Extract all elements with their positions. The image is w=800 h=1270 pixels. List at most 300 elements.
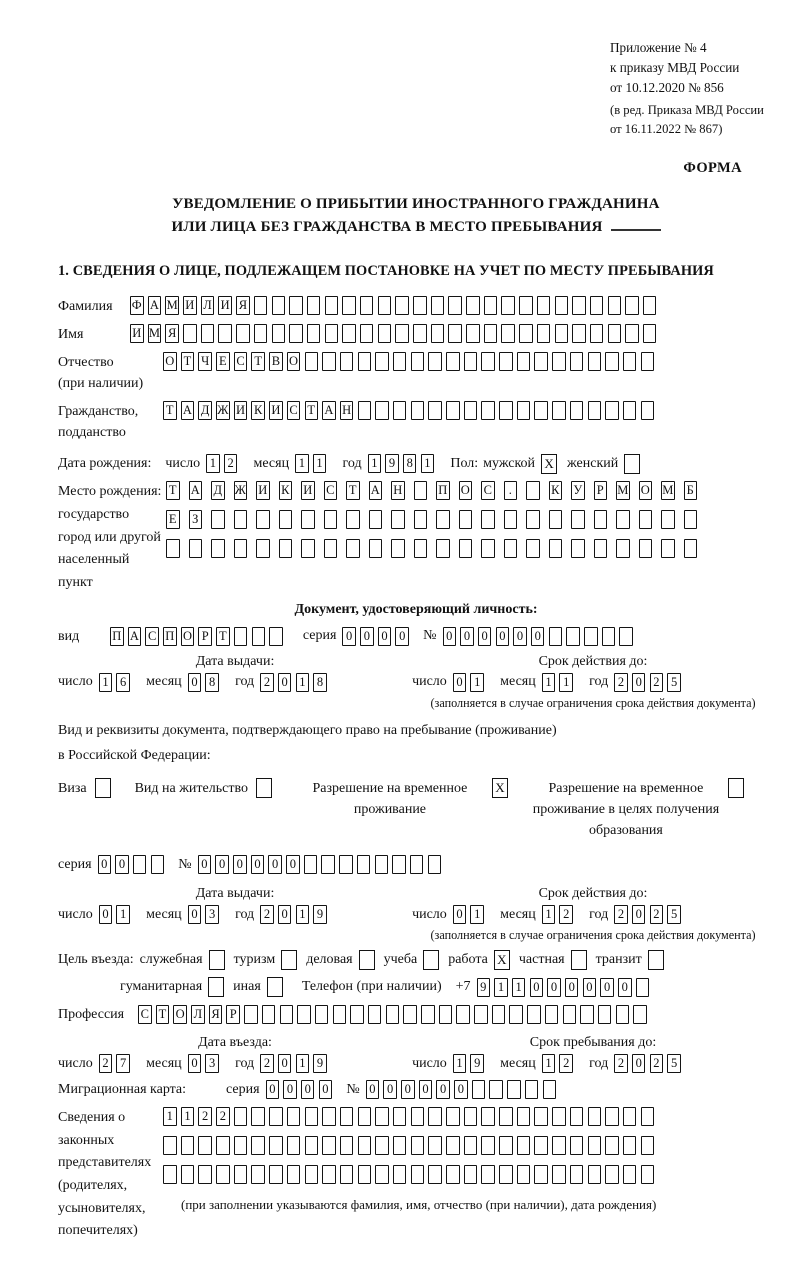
gender-male-checkbox[interactable]: X bbox=[541, 454, 557, 474]
char-cell[interactable]: 9 bbox=[470, 1054, 484, 1073]
char-cell[interactable] bbox=[594, 510, 608, 529]
char-cell[interactable] bbox=[519, 324, 533, 343]
char-cell[interactable] bbox=[413, 296, 427, 315]
char-cell[interactable] bbox=[616, 1005, 630, 1024]
char-cell[interactable] bbox=[481, 539, 495, 558]
char-cell[interactable]: 1 bbox=[296, 905, 310, 924]
char-cell[interactable] bbox=[552, 352, 566, 371]
char-cell[interactable] bbox=[301, 510, 315, 529]
char-cell[interactable]: 0 bbox=[366, 1080, 380, 1099]
char-cell[interactable] bbox=[509, 1005, 523, 1024]
char-cell[interactable]: А bbox=[322, 401, 336, 420]
char-cell[interactable]: А bbox=[189, 481, 203, 500]
char-cell[interactable] bbox=[324, 510, 338, 529]
char-cell[interactable] bbox=[234, 539, 248, 558]
purpose-other-checkbox[interactable] bbox=[267, 977, 283, 997]
char-cell[interactable] bbox=[643, 296, 657, 315]
char-cell[interactable] bbox=[369, 510, 383, 529]
char-cell[interactable] bbox=[133, 855, 147, 874]
char-cell[interactable] bbox=[439, 1005, 453, 1024]
char-cell[interactable] bbox=[436, 539, 450, 558]
char-cell[interactable]: . bbox=[504, 481, 518, 500]
char-cell[interactable] bbox=[588, 1107, 602, 1126]
char-cell[interactable] bbox=[481, 1107, 495, 1126]
char-cell[interactable] bbox=[393, 401, 407, 420]
char-cell[interactable]: М bbox=[148, 324, 162, 343]
char-cell[interactable] bbox=[623, 1136, 637, 1155]
char-cell[interactable] bbox=[526, 539, 540, 558]
char-cell[interactable] bbox=[428, 1165, 442, 1184]
char-cell[interactable]: Я bbox=[209, 1005, 223, 1024]
char-cell[interactable]: А bbox=[369, 481, 383, 500]
char-cell[interactable]: 1 bbox=[296, 673, 310, 692]
char-cell[interactable]: Ж bbox=[234, 481, 248, 500]
char-cell[interactable] bbox=[414, 539, 428, 558]
char-cell[interactable] bbox=[386, 1005, 400, 1024]
temp-residence-checkbox[interactable]: X bbox=[492, 778, 508, 798]
char-cell[interactable]: И bbox=[269, 401, 283, 420]
char-cell[interactable] bbox=[428, 401, 442, 420]
char-cell[interactable]: 0 bbox=[454, 1080, 468, 1099]
char-cell[interactable] bbox=[641, 1136, 655, 1155]
char-cell[interactable] bbox=[570, 401, 584, 420]
char-cell[interactable]: С bbox=[138, 1005, 152, 1024]
char-cell[interactable]: 0 bbox=[460, 627, 474, 646]
char-cell[interactable] bbox=[410, 855, 424, 874]
char-cell[interactable]: А bbox=[148, 296, 162, 315]
char-cell[interactable]: 2 bbox=[614, 1054, 628, 1073]
char-cell[interactable] bbox=[639, 510, 653, 529]
char-cell[interactable]: 1 bbox=[296, 1054, 310, 1073]
char-cell[interactable]: 0 bbox=[342, 627, 356, 646]
char-cell[interactable] bbox=[472, 1080, 486, 1099]
char-cell[interactable] bbox=[641, 1107, 655, 1126]
char-cell[interactable]: Е bbox=[216, 352, 230, 371]
char-cell[interactable] bbox=[280, 1005, 294, 1024]
char-cell[interactable]: 0 bbox=[383, 1080, 397, 1099]
char-cell[interactable] bbox=[549, 510, 563, 529]
char-cell[interactable] bbox=[272, 324, 286, 343]
char-cell[interactable] bbox=[499, 1107, 513, 1126]
char-cell[interactable]: 0 bbox=[188, 1054, 202, 1073]
char-cell[interactable] bbox=[358, 352, 372, 371]
char-cell[interactable]: 8 bbox=[205, 673, 219, 692]
char-cell[interactable]: О bbox=[163, 352, 177, 371]
char-cell[interactable] bbox=[279, 539, 293, 558]
char-cell[interactable] bbox=[378, 296, 392, 315]
char-cell[interactable]: К bbox=[279, 481, 293, 500]
char-cell[interactable] bbox=[549, 539, 563, 558]
char-cell[interactable]: 0 bbox=[632, 1054, 646, 1073]
char-cell[interactable]: И bbox=[234, 401, 248, 420]
char-cell[interactable]: 0 bbox=[301, 1080, 315, 1099]
char-cell[interactable] bbox=[254, 296, 268, 315]
char-cell[interactable]: 0 bbox=[531, 627, 545, 646]
char-cell[interactable]: М bbox=[616, 481, 630, 500]
char-cell[interactable]: 5 bbox=[667, 905, 681, 924]
char-cell[interactable]: 1 bbox=[368, 454, 382, 473]
char-cell[interactable]: И bbox=[301, 481, 315, 500]
char-cell[interactable]: 0 bbox=[266, 1080, 280, 1099]
char-cell[interactable]: И bbox=[218, 296, 232, 315]
char-cell[interactable] bbox=[201, 324, 215, 343]
char-cell[interactable]: 2 bbox=[99, 1054, 113, 1073]
char-cell[interactable] bbox=[413, 324, 427, 343]
char-cell[interactable] bbox=[163, 1136, 177, 1155]
char-cell[interactable]: К bbox=[251, 401, 265, 420]
char-cell[interactable] bbox=[684, 510, 698, 529]
char-cell[interactable]: 1 bbox=[163, 1107, 177, 1126]
char-cell[interactable] bbox=[641, 1165, 655, 1184]
char-cell[interactable] bbox=[588, 352, 602, 371]
char-cell[interactable]: 1 bbox=[542, 905, 556, 924]
char-cell[interactable] bbox=[339, 855, 353, 874]
char-cell[interactable] bbox=[549, 627, 563, 646]
char-cell[interactable] bbox=[181, 1136, 195, 1155]
char-cell[interactable] bbox=[346, 539, 360, 558]
char-cell[interactable] bbox=[216, 1136, 230, 1155]
char-cell[interactable] bbox=[464, 1136, 478, 1155]
char-cell[interactable] bbox=[378, 324, 392, 343]
char-cell[interactable] bbox=[459, 510, 473, 529]
char-cell[interactable] bbox=[414, 481, 428, 500]
char-cell[interactable] bbox=[525, 1080, 539, 1099]
char-cell[interactable] bbox=[183, 324, 197, 343]
char-cell[interactable] bbox=[269, 627, 283, 646]
char-cell[interactable] bbox=[499, 352, 513, 371]
char-cell[interactable] bbox=[287, 1107, 301, 1126]
char-cell[interactable]: 0 bbox=[198, 855, 212, 874]
char-cell[interactable] bbox=[605, 1107, 619, 1126]
char-cell[interactable] bbox=[340, 1165, 354, 1184]
char-cell[interactable] bbox=[369, 539, 383, 558]
char-cell[interactable] bbox=[623, 1165, 637, 1184]
char-cell[interactable] bbox=[474, 1005, 488, 1024]
char-cell[interactable] bbox=[464, 401, 478, 420]
char-cell[interactable]: 0 bbox=[583, 978, 597, 997]
char-cell[interactable]: Я bbox=[165, 324, 179, 343]
char-cell[interactable] bbox=[218, 324, 232, 343]
char-cell[interactable] bbox=[534, 352, 548, 371]
char-cell[interactable] bbox=[636, 978, 650, 997]
char-cell[interactable]: 2 bbox=[650, 673, 664, 692]
char-cell[interactable] bbox=[571, 539, 585, 558]
char-cell[interactable] bbox=[393, 352, 407, 371]
char-cell[interactable]: 2 bbox=[614, 673, 628, 692]
char-cell[interactable]: Т bbox=[163, 401, 177, 420]
char-cell[interactable] bbox=[590, 324, 604, 343]
char-cell[interactable]: Ж bbox=[216, 401, 230, 420]
char-cell[interactable] bbox=[517, 352, 531, 371]
char-cell[interactable] bbox=[552, 1107, 566, 1126]
char-cell[interactable] bbox=[375, 1107, 389, 1126]
char-cell[interactable]: П bbox=[163, 627, 177, 646]
char-cell[interactable]: К bbox=[549, 481, 563, 500]
char-cell[interactable] bbox=[633, 1005, 647, 1024]
char-cell[interactable]: Н bbox=[340, 401, 354, 420]
char-cell[interactable]: И bbox=[183, 296, 197, 315]
char-cell[interactable]: 9 bbox=[313, 1054, 327, 1073]
char-cell[interactable]: 9 bbox=[477, 978, 491, 997]
char-cell[interactable]: 3 bbox=[205, 1054, 219, 1073]
char-cell[interactable] bbox=[322, 1107, 336, 1126]
char-cell[interactable]: З bbox=[189, 510, 203, 529]
char-cell[interactable]: И bbox=[256, 481, 270, 500]
char-cell[interactable] bbox=[545, 1005, 559, 1024]
char-cell[interactable] bbox=[566, 627, 580, 646]
char-cell[interactable]: 1 bbox=[512, 978, 526, 997]
char-cell[interactable] bbox=[393, 1165, 407, 1184]
char-cell[interactable] bbox=[340, 1107, 354, 1126]
char-cell[interactable]: О bbox=[181, 627, 195, 646]
char-cell[interactable] bbox=[297, 1005, 311, 1024]
char-cell[interactable] bbox=[598, 1005, 612, 1024]
char-cell[interactable] bbox=[481, 1165, 495, 1184]
char-cell[interactable] bbox=[616, 510, 630, 529]
purpose-tourism-checkbox[interactable] bbox=[281, 950, 297, 970]
char-cell[interactable]: М bbox=[165, 296, 179, 315]
char-cell[interactable] bbox=[256, 510, 270, 529]
char-cell[interactable] bbox=[616, 539, 630, 558]
char-cell[interactable]: 2 bbox=[224, 454, 238, 473]
char-cell[interactable] bbox=[236, 324, 250, 343]
char-cell[interactable] bbox=[211, 510, 225, 529]
temp-residence-education-checkbox[interactable] bbox=[728, 778, 744, 798]
char-cell[interactable] bbox=[431, 296, 445, 315]
char-cell[interactable]: С bbox=[287, 401, 301, 420]
char-cell[interactable] bbox=[321, 855, 335, 874]
char-cell[interactable]: 5 bbox=[667, 673, 681, 692]
char-cell[interactable] bbox=[395, 324, 409, 343]
char-cell[interactable] bbox=[414, 510, 428, 529]
char-cell[interactable] bbox=[358, 1165, 372, 1184]
char-cell[interactable] bbox=[484, 324, 498, 343]
purpose-private-checkbox[interactable] bbox=[571, 950, 587, 970]
char-cell[interactable]: Т bbox=[251, 352, 265, 371]
char-cell[interactable]: А bbox=[181, 401, 195, 420]
char-cell[interactable] bbox=[428, 1136, 442, 1155]
char-cell[interactable]: 2 bbox=[198, 1107, 212, 1126]
char-cell[interactable] bbox=[346, 510, 360, 529]
char-cell[interactable]: 1 bbox=[295, 454, 309, 473]
char-cell[interactable]: 0 bbox=[286, 855, 300, 874]
char-cell[interactable]: Т bbox=[166, 481, 180, 500]
char-cell[interactable]: 0 bbox=[453, 673, 467, 692]
char-cell[interactable]: 2 bbox=[614, 905, 628, 924]
char-cell[interactable] bbox=[421, 1005, 435, 1024]
char-cell[interactable]: П bbox=[436, 481, 450, 500]
char-cell[interactable] bbox=[623, 352, 637, 371]
char-cell[interactable] bbox=[251, 1107, 265, 1126]
char-cell[interactable]: О bbox=[173, 1005, 187, 1024]
purpose-study-checkbox[interactable] bbox=[423, 950, 439, 970]
char-cell[interactable] bbox=[360, 296, 374, 315]
char-cell[interactable] bbox=[358, 401, 372, 420]
char-cell[interactable] bbox=[464, 1165, 478, 1184]
purpose-work-checkbox[interactable]: X bbox=[494, 950, 510, 970]
char-cell[interactable] bbox=[234, 510, 248, 529]
char-cell[interactable] bbox=[484, 296, 498, 315]
char-cell[interactable] bbox=[526, 481, 540, 500]
char-cell[interactable]: 0 bbox=[395, 627, 409, 646]
char-cell[interactable]: 1 bbox=[181, 1107, 195, 1126]
char-cell[interactable] bbox=[322, 1136, 336, 1155]
char-cell[interactable]: 2 bbox=[559, 1054, 573, 1073]
char-cell[interactable]: 8 bbox=[403, 454, 417, 473]
char-cell[interactable] bbox=[305, 1107, 319, 1126]
char-cell[interactable] bbox=[623, 1107, 637, 1126]
char-cell[interactable] bbox=[305, 1165, 319, 1184]
char-cell[interactable]: 2 bbox=[559, 905, 573, 924]
char-cell[interactable] bbox=[251, 1165, 265, 1184]
char-cell[interactable] bbox=[492, 1005, 506, 1024]
char-cell[interactable] bbox=[305, 1136, 319, 1155]
char-cell[interactable] bbox=[590, 296, 604, 315]
char-cell[interactable] bbox=[340, 1136, 354, 1155]
char-cell[interactable]: Т bbox=[305, 401, 319, 420]
char-cell[interactable]: 0 bbox=[496, 627, 510, 646]
char-cell[interactable]: О bbox=[459, 481, 473, 500]
char-cell[interactable]: 0 bbox=[530, 978, 544, 997]
char-cell[interactable] bbox=[534, 1107, 548, 1126]
char-cell[interactable] bbox=[552, 1165, 566, 1184]
char-cell[interactable] bbox=[534, 1165, 548, 1184]
char-cell[interactable]: 0 bbox=[513, 627, 527, 646]
char-cell[interactable] bbox=[625, 324, 639, 343]
char-cell[interactable]: 9 bbox=[313, 905, 327, 924]
char-cell[interactable] bbox=[411, 401, 425, 420]
char-cell[interactable]: Ч bbox=[198, 352, 212, 371]
char-cell[interactable] bbox=[481, 352, 495, 371]
char-cell[interactable] bbox=[588, 1165, 602, 1184]
char-cell[interactable] bbox=[431, 324, 445, 343]
char-cell[interactable]: 0 bbox=[632, 905, 646, 924]
char-cell[interactable] bbox=[269, 1136, 283, 1155]
char-cell[interactable]: Е bbox=[166, 510, 180, 529]
char-cell[interactable] bbox=[552, 401, 566, 420]
char-cell[interactable] bbox=[428, 1107, 442, 1126]
char-cell[interactable]: 0 bbox=[360, 627, 374, 646]
char-cell[interactable] bbox=[307, 296, 321, 315]
char-cell[interactable] bbox=[481, 510, 495, 529]
char-cell[interactable] bbox=[605, 352, 619, 371]
char-cell[interactable] bbox=[572, 296, 586, 315]
char-cell[interactable] bbox=[489, 1080, 503, 1099]
char-cell[interactable]: 0 bbox=[233, 855, 247, 874]
char-cell[interactable] bbox=[499, 1136, 513, 1155]
char-cell[interactable]: 2 bbox=[260, 1054, 274, 1073]
char-cell[interactable] bbox=[269, 1107, 283, 1126]
char-cell[interactable] bbox=[342, 324, 356, 343]
char-cell[interactable]: 0 bbox=[98, 855, 112, 874]
char-cell[interactable]: 0 bbox=[565, 978, 579, 997]
char-cell[interactable] bbox=[324, 539, 338, 558]
char-cell[interactable]: 1 bbox=[494, 978, 508, 997]
char-cell[interactable] bbox=[411, 352, 425, 371]
char-cell[interactable] bbox=[360, 324, 374, 343]
char-cell[interactable]: Т bbox=[216, 627, 230, 646]
char-cell[interactable]: 0 bbox=[618, 978, 632, 997]
char-cell[interactable] bbox=[251, 1136, 265, 1155]
char-cell[interactable] bbox=[605, 1136, 619, 1155]
char-cell[interactable]: 5 bbox=[667, 1054, 681, 1073]
char-cell[interactable] bbox=[456, 1005, 470, 1024]
char-cell[interactable] bbox=[151, 855, 165, 874]
char-cell[interactable] bbox=[543, 1080, 557, 1099]
char-cell[interactable]: Б bbox=[684, 481, 698, 500]
char-cell[interactable] bbox=[501, 324, 515, 343]
char-cell[interactable]: 1 bbox=[542, 1054, 556, 1073]
char-cell[interactable] bbox=[189, 539, 203, 558]
char-cell[interactable] bbox=[464, 1107, 478, 1126]
char-cell[interactable] bbox=[322, 1165, 336, 1184]
char-cell[interactable] bbox=[198, 1136, 212, 1155]
char-cell[interactable]: 0 bbox=[632, 673, 646, 692]
char-cell[interactable]: С bbox=[481, 481, 495, 500]
char-cell[interactable] bbox=[446, 352, 460, 371]
char-cell[interactable]: 0 bbox=[436, 1080, 450, 1099]
char-cell[interactable] bbox=[571, 510, 585, 529]
char-cell[interactable] bbox=[584, 627, 598, 646]
char-cell[interactable]: 0 bbox=[419, 1080, 433, 1099]
char-cell[interactable]: 8 bbox=[313, 673, 327, 692]
char-cell[interactable]: Р bbox=[226, 1005, 240, 1024]
char-cell[interactable] bbox=[504, 510, 518, 529]
char-cell[interactable]: Л bbox=[201, 296, 215, 315]
char-cell[interactable] bbox=[464, 352, 478, 371]
char-cell[interactable]: 0 bbox=[215, 855, 229, 874]
char-cell[interactable] bbox=[448, 296, 462, 315]
char-cell[interactable] bbox=[340, 352, 354, 371]
char-cell[interactable] bbox=[684, 539, 698, 558]
char-cell[interactable] bbox=[570, 1165, 584, 1184]
char-cell[interactable] bbox=[602, 627, 616, 646]
char-cell[interactable]: 0 bbox=[283, 1080, 297, 1099]
char-cell[interactable] bbox=[570, 1107, 584, 1126]
char-cell[interactable] bbox=[393, 1136, 407, 1155]
char-cell[interactable] bbox=[262, 1005, 276, 1024]
char-cell[interactable] bbox=[446, 1107, 460, 1126]
char-cell[interactable]: Р bbox=[198, 627, 212, 646]
char-cell[interactable]: Д bbox=[198, 401, 212, 420]
char-cell[interactable] bbox=[436, 510, 450, 529]
char-cell[interactable] bbox=[254, 324, 268, 343]
char-cell[interactable] bbox=[639, 539, 653, 558]
char-cell[interactable]: 1 bbox=[453, 1054, 467, 1073]
char-cell[interactable] bbox=[358, 1136, 372, 1155]
char-cell[interactable] bbox=[534, 401, 548, 420]
char-cell[interactable]: 3 bbox=[205, 905, 219, 924]
char-cell[interactable]: В bbox=[269, 352, 283, 371]
char-cell[interactable] bbox=[375, 1136, 389, 1155]
char-cell[interactable]: 1 bbox=[542, 673, 556, 692]
char-cell[interactable]: 1 bbox=[313, 454, 327, 473]
char-cell[interactable] bbox=[623, 401, 637, 420]
char-cell[interactable] bbox=[375, 401, 389, 420]
char-cell[interactable]: С bbox=[324, 481, 338, 500]
char-cell[interactable]: 0 bbox=[278, 1054, 292, 1073]
char-cell[interactable] bbox=[517, 401, 531, 420]
char-cell[interactable] bbox=[594, 539, 608, 558]
char-cell[interactable]: 0 bbox=[319, 1080, 333, 1099]
char-cell[interactable]: 0 bbox=[278, 905, 292, 924]
char-cell[interactable] bbox=[403, 1005, 417, 1024]
char-cell[interactable] bbox=[517, 1136, 531, 1155]
char-cell[interactable] bbox=[325, 296, 339, 315]
char-cell[interactable]: 2 bbox=[216, 1107, 230, 1126]
char-cell[interactable]: И bbox=[130, 324, 144, 343]
char-cell[interactable] bbox=[588, 1136, 602, 1155]
